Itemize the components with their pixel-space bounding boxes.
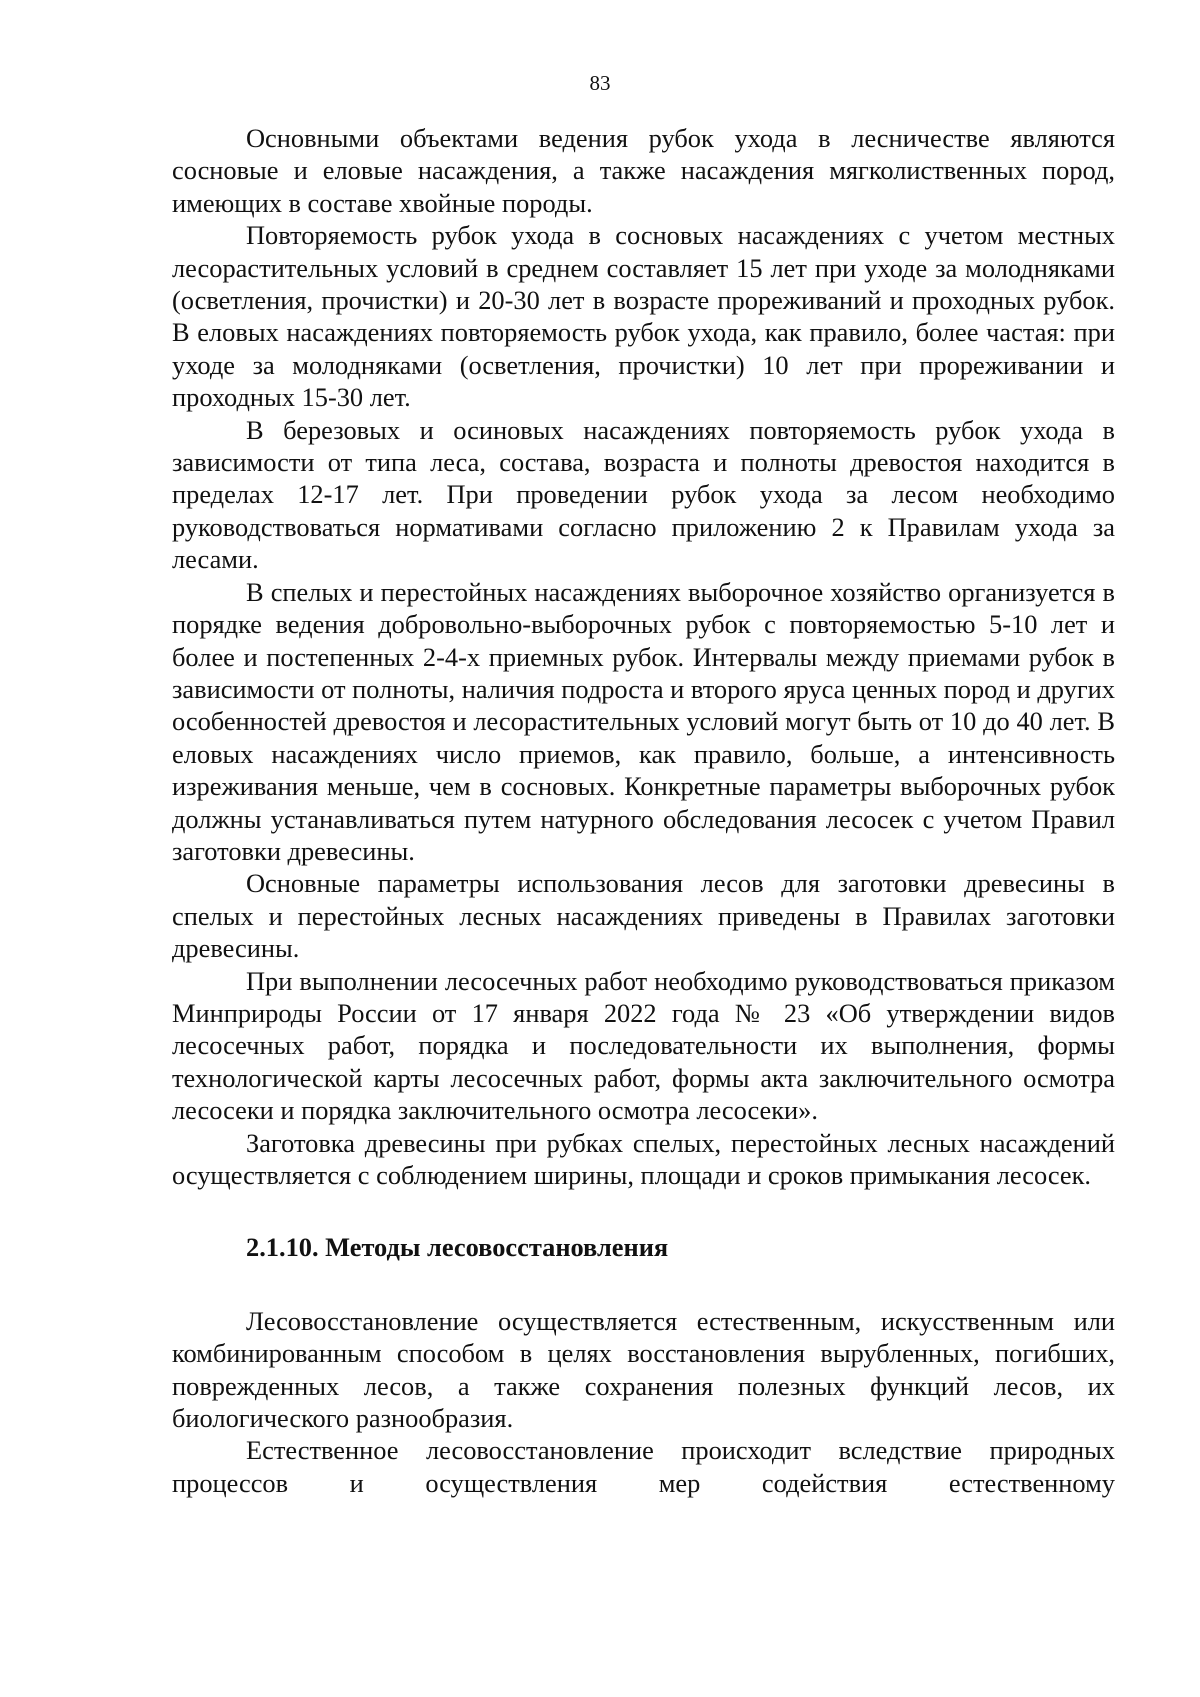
paragraph-selective-felling: В спелых и перестойных насаждениях выборочное хозяйство организуется в порядке ведения добровольно-выборочных рубок с повторяемостью 5-10 лет и более и постепенных 2-4-х приемных рубок. Интервалы между приемами рубок в зависимости от полноты, наличия подроста и второго яруса ценных пород и других особенностей древостоя и лесорастительных условий могут быть от 10 до 40 лет. В еловых насаждениях число приемов, как правило, больше, а интенсивность изреживания меньше, чем в сосновых. Конкретные параметры выборочных рубок должны устанавливаться путем натурного обследования лесосек с учетом Правил заготовки древесины. xyxy=(172,576,1115,866)
page-number: 83 xyxy=(589,71,611,95)
paragraph-logging-order: При выполнении лесосечных работ необходимо руководствоваться приказом Минприроды России от 17 января 2022 года № 23 «Об утверждении видов лесосечных работ, порядка и последовательности их выполнения, формы технологической карты лесосечных работ, формы акта заключительного осмотра лесосеки и порядка заключительного осмотра лесосеки». xyxy=(172,965,1115,1126)
paragraph-birch-aspen: В березовых и осиновых насаждениях повторяемость рубок ухода в зависимости от типа леса, состава, возраста и полноты древостоя находится в пределах 12-17 лет. При проведении рубок ухода за лесом необходимо руководствоваться нормативами согласно приложению 2 к Правилам ухода за лесами. xyxy=(172,414,1115,575)
paragraph-natural-reforestation: Естественное лесовосстановление происходит вследствие природных процессов и осуществления мер содействия естественному xyxy=(172,1435,1115,1498)
document-body xyxy=(172,122,1115,1499)
paragraph-thinning-objects: Основными объектами ведения рубок ухода в лесничестве являются сосновые и еловые насаждения, а также насаждения мягколиственных пород, имеющих в составе хвойные породы. xyxy=(172,123,1115,218)
paragraph-cutting-area-rules: Заготовка древесины при рубках спелых, перестойных лесных насаждений осуществляется с соблюдением ширины, площади и сроков примыкания лесосек. xyxy=(172,1127,1115,1190)
paragraph-thinning-frequency: Повторяемость рубок ухода в сосновых насаждениях с учетом местных лесорастительных условий в среднем составляет 15 лет при уходе за молодняками (осветления, прочистки) и 20-30 лет в возрасте прореживаний и проходных рубок. В еловых насаждениях повторяемость рубок ухода, как правило, более частая: при уходе за молодняками (осветления, прочистки) 10 лет при прореживании и проходных 15-30 лет. xyxy=(172,220,1115,413)
paragraph-reforestation-methods: Лесовосстановление осуществляется естественным, искусственным или комбинированным способом в целях восстановления вырубленных, погибших, поврежденных лесов, а также сохранения полезных функций лесов, их биологического разнообразия. xyxy=(172,1305,1115,1434)
section-heading: 2.1.10. Методы лесовосстановления xyxy=(246,1232,669,1263)
paragraph-harvesting-parameters: Основные параметры использования лесов для заготовки древесины в спелых и перестойных лесных насаждениях приведены в Правилах заготовки древесины. xyxy=(172,868,1115,964)
